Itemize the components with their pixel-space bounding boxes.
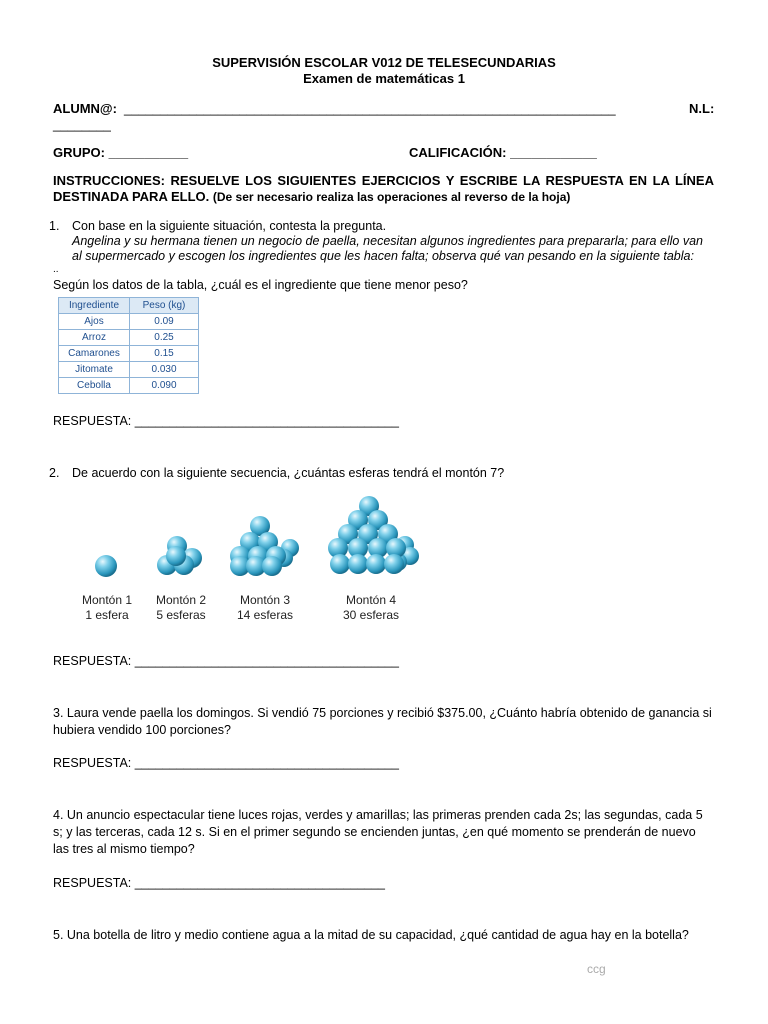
pile-count: 1 esfera	[85, 608, 129, 622]
sphere	[95, 555, 117, 577]
sphere	[330, 554, 350, 574]
pile-name: Montón 4	[345, 593, 397, 607]
sphere	[366, 554, 386, 574]
ingredient-cell: Cebolla	[59, 378, 130, 394]
table-row	[59, 314, 199, 330]
q1-story-line-2: al supermercado y escogen los ingredientes que les hacen falta; observa qué van pesando en la siguiente tabla:	[72, 249, 694, 263]
ingredient-cell: Arroz	[59, 330, 130, 346]
weight-cell: 0.09	[130, 314, 199, 330]
instructions-line-2a: DESTINADA PARA ELLO.	[53, 189, 210, 204]
table-row	[59, 378, 199, 394]
pile-name: Montón 1	[81, 593, 133, 607]
exam-subtitle: Examen de matemáticas 1	[303, 71, 465, 86]
exam-title: SUPERVISIÓN ESCOLAR V012 DE TELESECUNDARIAS	[212, 55, 556, 70]
instructions-line-2b: (De ser necesario realiza las operaciones al reverso de la hoja)	[212, 190, 571, 204]
sphere	[166, 546, 186, 566]
q4-line-2: s; y las terceras, cada 12 s. Si en el primer segundo se encienden juntas, ¿en qué momento se prenderán de nuevo	[53, 825, 696, 839]
sphere	[262, 556, 282, 576]
footer-initials: ccg	[587, 962, 606, 976]
pile-name: Montón 2	[155, 593, 207, 607]
pile-count: 30 esferas	[342, 608, 400, 622]
q5-line-1: 5. Una botella de litro y medio contiene agua a la mitad de su capacidad, ¿qué cantidad de agua hay en la botella?	[53, 928, 689, 942]
table-header-ingredient: Ingrediente	[59, 298, 130, 314]
q3-line-1: 3. Laura vende paella los domingos. Si vendió 75 porciones y recibió $375.00, ¿Cuánto habría obtenido de ganancia si	[53, 706, 712, 720]
table-row	[59, 330, 199, 346]
student-name-line: ____________________________________________________________________	[124, 101, 616, 116]
table-row	[59, 362, 199, 378]
pile-1	[95, 555, 117, 577]
instructions-line-1: INSTRUCCIONES: RESUELVE LOS SIGUIENTES EJERCICIOS Y ESCRIBE LA RESPUESTA EN LA LÍNEA	[53, 173, 714, 188]
ingredients-table	[58, 297, 199, 394]
weight-cell: 0.15	[130, 346, 199, 362]
q4-line-1: 4. Un anuncio espectacular tiene luces rojas, verdes y amarillas; las primeras prenden cada 2s; las segundas, cada 5	[53, 808, 703, 822]
table-header-row	[59, 298, 199, 314]
pile-name: Montón 3	[239, 593, 291, 607]
pile-4	[328, 496, 419, 574]
pile-2	[157, 536, 202, 575]
q1-dots: ..	[53, 264, 59, 275]
ingredient-cell: Camarones	[59, 346, 130, 362]
q1-question: Según los datos de la tabla, ¿cuál es el ingrediente que tiene menor peso?	[53, 278, 468, 292]
list-number-label: N.L:	[689, 101, 715, 116]
sphere-piles-illustration	[80, 490, 440, 585]
group-field: GRUPO: ___________	[53, 145, 189, 160]
q3-answer-line: RESPUESTA: ______________________________________	[53, 756, 399, 770]
grade-field: CALIFICACIÓN: ____________	[409, 145, 597, 160]
q1-answer-line: RESPUESTA: ______________________________________	[53, 414, 399, 428]
weight-cell: 0.090	[130, 378, 199, 394]
sphere	[348, 554, 368, 574]
pile-2-label	[148, 593, 214, 623]
q2-answer-line: RESPUESTA: ______________________________________	[53, 654, 399, 668]
table-header-weight: Peso (kg)	[130, 298, 199, 314]
q1-intro: Con base en la siguiente situación, contesta la pregunta.	[72, 219, 387, 233]
ingredient-cell: Ajos	[59, 314, 130, 330]
sphere	[384, 554, 404, 574]
pile-3	[230, 516, 299, 576]
pile-4-label	[334, 593, 408, 623]
q4-line-3: las tres al mismo tiempo?	[53, 842, 195, 856]
student-label: ALUMN@:	[53, 101, 117, 116]
q2-number: 2.	[49, 466, 60, 480]
q3-line-2: hubiera vendido 100 porciones?	[53, 723, 231, 737]
pile-3-label	[230, 593, 300, 623]
q4-answer-line: RESPUESTA: ____________________________________	[53, 876, 386, 890]
pile-count: 14 esferas	[236, 608, 294, 622]
q1-number: 1.	[49, 219, 60, 233]
q2-question: De acuerdo con la siguiente secuencia, ¿cuántas esferas tendrá el montón 7?	[72, 466, 505, 480]
q1-story-line-1: Angelina y su hermana tienen un negocio de paella, necesitan algunos ingredientes para prepararla; para ello van	[72, 234, 703, 248]
weight-cell: 0.030	[130, 362, 199, 378]
table-row	[59, 346, 199, 362]
instructions-line-2	[53, 189, 570, 204]
ingredient-cell: Jitomate	[59, 362, 130, 378]
weight-cell: 0.25	[130, 330, 199, 346]
pile-1-label	[74, 593, 140, 623]
list-number-line: ________	[53, 117, 111, 132]
pile-count: 5 esferas	[156, 608, 206, 622]
